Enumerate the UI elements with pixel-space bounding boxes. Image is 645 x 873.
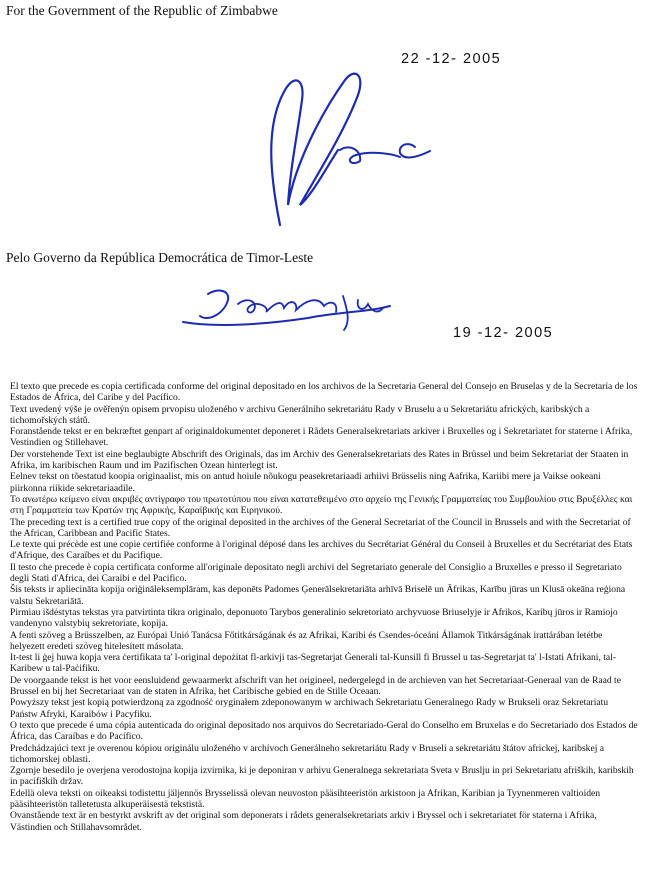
certification-cs: Text uvedený výše je ověřenýn opisem prvopisu uloženého v archivu Generálního sekretariátu Rady v Bruselu a u Sekretariátu afrických, karibských a tichomořských států. bbox=[10, 403, 590, 426]
certification-da: Foranstående tekst er en bekræftet genpart af originaldokumentet deponeret i Rådets Generalsekretariats arkiver i Bruxelles og i Sekretariatet for staterne i Afrika, Vestindien og Stillehavet. bbox=[10, 426, 633, 449]
certification-sv: Ovanstående text är en bestyrkt avskrift av det original som deponerats i rådets generalsekretariats arkiv i Bryssel och i sekretariatet för staterna i Afrika, Västindien och Stillahavsområdet. bbox=[10, 810, 597, 833]
certification-fr: Le texte qui précède est une copie certifiée conforme à l'original déposé dans les archives du Secrétariat Général du Conseil à Bruxelles et du Secrétariat des Etats d'Afrique, des Caraïbes et du Pacifique. bbox=[10, 539, 633, 562]
zimbabwe-date-stamp: 22 -12- 2005 bbox=[401, 51, 502, 67]
certification-pl: Powyższy tekst jest kopią potwierdzoną za zgodność oryginałem zdeponowanym w archiwach Sekretariatu Generalnego Rady w Brukseli oraz Sekretariatu Państw Afryki, Karaibów i Pacyfiku. bbox=[10, 697, 609, 720]
timor-leste-signature bbox=[178, 282, 398, 342]
certification-sl: Zgornje besedilo je overjena verodostojna kopija izvirnika, ki je deponiran v arhivu Generalnega sekretariata Sveta v Bruslju in pri Sekretariatu afriških, karibskih in pacifiških držav. bbox=[10, 765, 634, 788]
certification-hu: A fenti szöveg a Brüsszelben, az Európai Unió Tanácsa Főtitkárságának és az Afrikai, Karibi és Csendes-óceáni Államok Titkárságának irattárában letétbe helyezett eredeti szöveg hitelesített másolata. bbox=[10, 629, 603, 652]
certification-pt: O texto que precede é uma cópia autenticada do original depositado nos arquivos do Secretariado-Geral do Conselho em Bruxelas e do Secretariado dos Estados de África, das Caraíbas e do Pacífico. bbox=[10, 719, 638, 743]
certification-sk: Predchádzajúci text je overenou kópiou originálu uloženého v archívoch Generálneho sekretariátu Rady v Bruseli a sekretariátu štátov africkej, karibskej a tichomorskej oblasti. bbox=[10, 742, 605, 765]
zimbabwe-government-heading: For the Government of the Republic of Zimbabwe bbox=[6, 3, 278, 18]
timor-leste-date-stamp: 19 -12- 2005 bbox=[453, 325, 554, 341]
certification-lt: Pirmiau išdėstytas tekstas yra patvirtinta tikra originalo, deponuoto Tarybos generalinio sekretoriato archyvuose Briuselyje ir Afrikos, Karibų jūros ir Ramiojo vandenyno valstybių sekretoriate, kopija. bbox=[10, 606, 618, 630]
certification-nl: De voorgaande tekst is het voor eensluidend gewaarmerkt afschrift van het origineel, nedergelegd in de archieven van het Secretariaat-Generaal van de Raad te Brussel en bij het Secretariaat van de staten in Afrika, het Caribische gebied en de Stille Oceaan. bbox=[10, 674, 621, 698]
timor-leste-government-heading: Pelo Governo da República Democrática de Timor-Leste bbox=[6, 250, 314, 265]
certification-de: Der vorstehende Text ist eine beglaubigte Abschrift des Originals, das im Archiv des Generalsekretariats des Rates in Brüssel und beim Sekretariat der Staaten in Afrika, im karibischen Raum und im Pazifischen Ozean hinterlegt ist. bbox=[10, 448, 629, 472]
certification-fi: Edellä oleva teksti on oikeaksi todistettu jäljennös Brysselissä olevan neuvoston pääsihteeristön arkistoon ja Afrikan, Karibian ja Tyynenmeren valtioiden pääsihteeristön talletetusta alkuperäisestä tekstistä. bbox=[10, 787, 601, 810]
certification-es: El texto que precede es copia certificada conforme del original depositado en los archivos de la Secretaría General del Consejo en Bruselas y de la Secretaría de los Estados de África, del Caribe y del Pacífico. bbox=[10, 381, 638, 404]
zimbabwe-signature bbox=[240, 55, 440, 240]
certification-it: Il testo che precede è copia certificata conforme all'originale depositato negli archivi del Segretariato generale del Consiglio a Bruxelles e presso il Segretariato degli Stati d'Africa, dei Caraibi e del Pacifico. bbox=[10, 561, 622, 585]
certification-el: Το ανωτέρω κείμενο είναι ακριβές αντίγραφο του πρωτοτύπου που είναι κατατεθειμένο στο αρχείο της Γενικής Γραμματείας του Συμβουλίου στις Βρυξέλλες και στη Γραμματεία των Κρατών της Αφρικής, Καραϊβικής και Ειρηνικού. bbox=[10, 493, 633, 517]
certification-en: The preceding text is a certified true copy of the original deposited in the archives of the General Secretariat of the Council in Brussels and with the Secretariat of the African, Caribbean and Pacific States. bbox=[10, 516, 631, 539]
certification-mt: It-test li ġej huwa kopja vera ċertifikata ta' l-original depożitat fl-arkivji tas-Segretarjat Ġenerali tal-Kunsill fi Brussel u tas-Segretarjat ta' l-Istati Afrikani, tal-Karibew u tal-Paċifiku. bbox=[10, 652, 617, 675]
certification-et: Eelnev tekst on tõestatud koopia originaalist, mis on antud hoiule nõukogu peasekretariaadi arhiivi Brüsselis ning Aafrika, Kariibi mere ja Vaikse ookeani piirkonna riikide sekretariaadile. bbox=[10, 471, 601, 494]
certification-text-block bbox=[10, 381, 638, 833]
certification-lv: Šis teksts ir apliecināta kopija oriģināleksemplāram, kas deponēts Padomes Ģenerālsekretariāta arhīvā Briselē un Āfrikas, Karību jūras un Klusā okeāna reģiona valstu Sekretariātā. bbox=[10, 584, 626, 607]
